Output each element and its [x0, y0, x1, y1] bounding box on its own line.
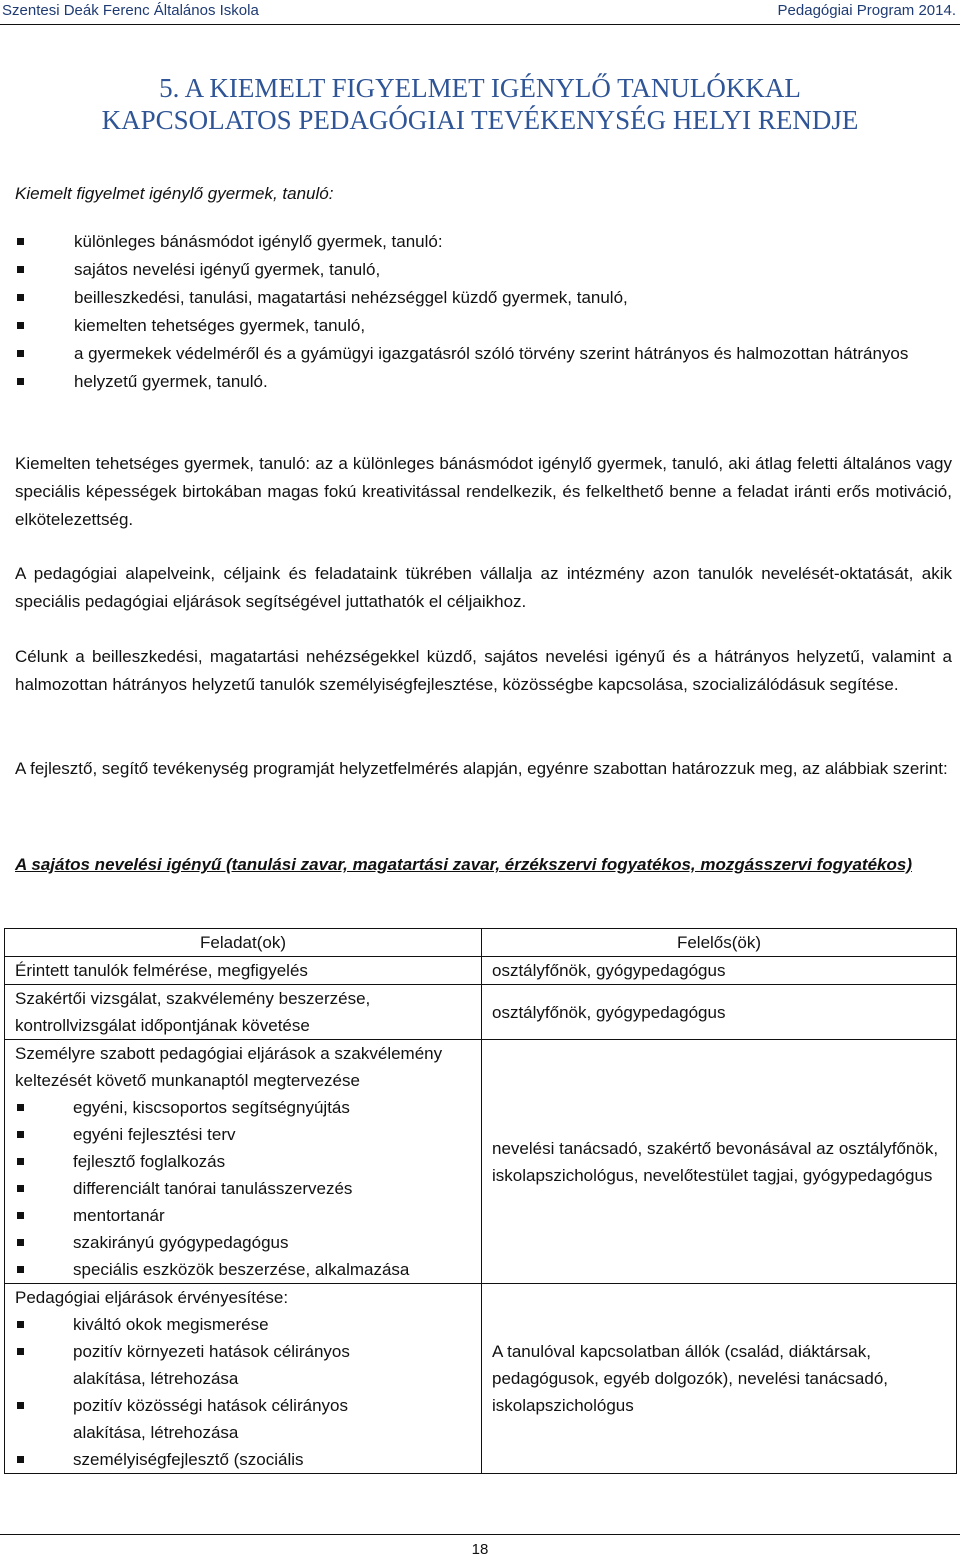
task-intro: Személyre szabott pedagógiai eljárások a szakvélemény keltezését követő munkanaptól megtervezése [15, 1044, 443, 1090]
task-cell [5, 1040, 482, 1284]
list-item: kiváltó okok megismerése [15, 1311, 471, 1338]
page-header [0, 0, 960, 25]
page-number: 18 [471, 1541, 489, 1558]
responsible-cell: osztályfőnök, gyógypedagógus [482, 985, 957, 1040]
bullet-square-icon [17, 1348, 24, 1355]
list-item: fejlesztő foglalkozás [15, 1148, 471, 1175]
list-item: egyéni, kiscsoportos segítségnyújtás [15, 1094, 471, 1121]
list-item: sajátos nevelési igényű gyermek, tanuló, [15, 256, 955, 284]
section-heading: A sajátos nevelési igényű (tanulási zavar, magatartási zavar, érzékszervi fogyatékos, mozgásszervi fogyatékos) [15, 855, 912, 874]
task-cell: Érintett tanulók felmérése, megfigyelés [5, 957, 482, 985]
bullet-square-icon [17, 294, 24, 301]
list-item: különleges bánásmódot igénylő gyermek, tanuló: [15, 228, 955, 256]
bullet-square-icon [17, 1402, 24, 1409]
chapter-title-line-1: 5. A KIEMELT FIGYELMET IGÉNYLŐ TANULÓKKAL [159, 73, 801, 103]
school-name: Szentesi Deák Ferenc Általános Iskola [2, 2, 259, 19]
responsible-cell: nevelési tanácsadó, szakértő bevonásával az osztályfőnök, iskolapszichológus, nevelőtestület tagjai, gyógypedagógus [482, 1040, 957, 1284]
list-item: differenciált tanórai tanulásszervezés [15, 1175, 471, 1202]
subtitle: Kiemelt figyelmet igénylő gyermek, tanuló: [15, 184, 334, 203]
paragraph-talented: Kiemelten tehetséges gyermek, tanuló: az a különleges bánásmódot igénylő gyermek, tanuló, aki átlag feletti általános vagy speciális képességek birtokában magas fokú kreativitással rendelkezik, és felkelthető benne a feladat iránti erős motiváció, elkötelezettség. [15, 454, 952, 529]
bullet-square-icon [17, 350, 24, 357]
bullet-square-icon [17, 1185, 24, 1192]
task-sublist [15, 1311, 471, 1473]
table-row [5, 957, 957, 985]
chapter-title [0, 72, 960, 136]
list-item: pozitív környezeti hatások célirányos alakítása, létrehozása [15, 1338, 471, 1392]
bullet-square-icon [17, 322, 24, 329]
bullet-square-icon [17, 1239, 24, 1246]
bullet-square-icon [17, 238, 24, 245]
bullet-square-icon [17, 1104, 24, 1111]
task-cell [5, 1284, 482, 1474]
duty-table [4, 928, 957, 1474]
list-item: speciális eszközök beszerzése, alkalmazása [15, 1256, 471, 1283]
table-row [5, 1040, 957, 1284]
table-header-row [5, 929, 957, 957]
bullet-square-icon [17, 1456, 24, 1463]
bullet-square-icon [17, 378, 24, 385]
table-row [5, 1284, 957, 1474]
list-item: szakirányú gyógypedagógus [15, 1229, 471, 1256]
bullet-list [15, 228, 955, 396]
list-item: beilleszkedési, tanulási, magatartási nehézséggel küzdő gyermek, tanuló, [15, 284, 955, 312]
responsible-cell: osztályfőnök, gyógypedagógus [482, 957, 957, 985]
task-intro: Pedagógiai eljárások érvényesítése: [15, 1288, 289, 1307]
bullet-square-icon [17, 1158, 24, 1165]
paragraph-goal: Célunk a beilleszkedési, magatartási nehézségekkel küzdő, sajátos nevelési igényű és a hátrányos helyzetű, valamint a halmozottan hátrányos helyzetű tanulók személyiségfejlesztése, közösségbe kapcsolása, szocializálódásuk segítése. [15, 647, 952, 694]
paragraph-principles: A pedagógiai alapelveink, céljaink és feladataink tükrében vállalja az intézmény azon tanulók nevelését-oktatását, akik speciális pedagógiai eljárások segítségével juttathatók el céljaikhoz. [15, 564, 952, 611]
list-item: egyéni fejlesztési terv [15, 1121, 471, 1148]
list-item: pozitív közösségi hatások célirányos alakítása, létrehozása [15, 1392, 471, 1446]
header-tasks: Feladat(ok) [5, 929, 482, 957]
chapter-title-line-2: KAPCSOLATOS PEDAGÓGIAI TEVÉKENYSÉG HELYI RENDJE [101, 105, 859, 135]
responsible-cell: A tanulóval kapcsolatban állók (család, diáktársak, pedagógusok, egyéb dolgozók), nevelési tanácsadó, iskolapszichológus [482, 1284, 957, 1474]
header-responsible: Felelős(ök) [482, 929, 957, 957]
program-name: Pedagógiai Program 2014. [777, 2, 956, 19]
bullet-square-icon [17, 1212, 24, 1219]
table-row [5, 985, 957, 1040]
list-item: mentortanár [15, 1202, 471, 1229]
list-item: a gyermekek védelméről és a gyámügyi igazgatásról szóló törvény szerint hátrányos és halmozottan hátrányos [15, 340, 955, 368]
list-item: kiemelten tehetséges gyermek, tanuló, [15, 312, 955, 340]
paragraph-program: A fejlesztő, segítő tevékenység programját helyzetfelmérés alapján, egyénre szabottan határozzuk meg, az alábbiak szerint: [15, 759, 948, 778]
bullet-square-icon [17, 266, 24, 273]
bullet-square-icon [17, 1266, 24, 1273]
footer-divider [0, 1534, 960, 1535]
list-item: személyiségfejlesztő (szociális [15, 1446, 471, 1473]
task-sublist [15, 1094, 471, 1283]
list-item: helyzetű gyermek, tanuló. [15, 368, 955, 396]
bullet-square-icon [17, 1321, 24, 1328]
task-cell: Szakértői vizsgálat, szakvélemény beszerzése, kontrollvizsgálat időpontjának követése [5, 985, 482, 1040]
bullet-square-icon [17, 1131, 24, 1138]
